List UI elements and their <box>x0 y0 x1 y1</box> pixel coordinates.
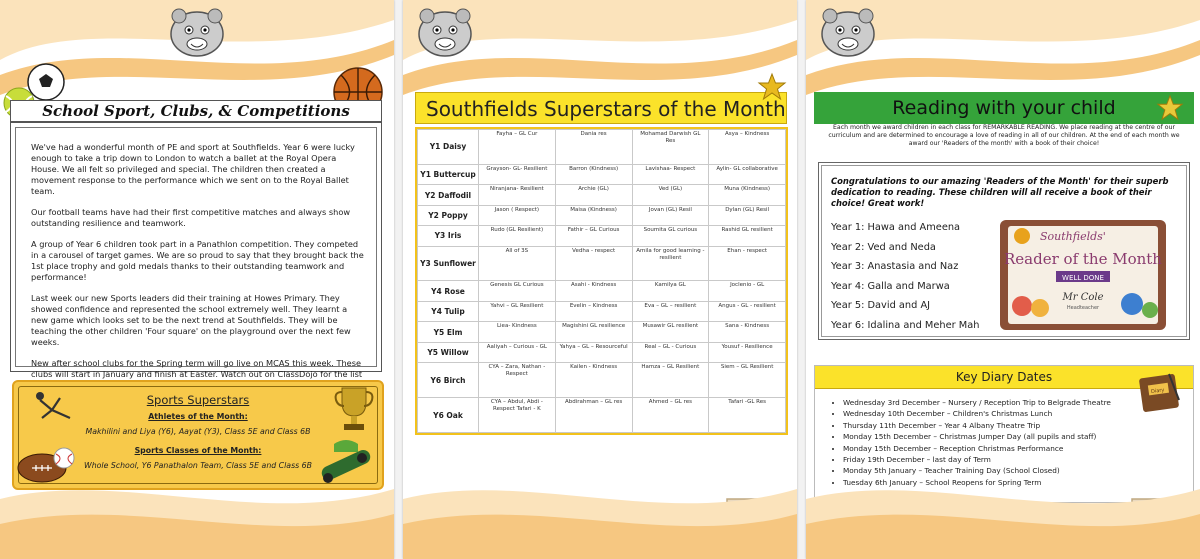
award-cell: Aaliyah – Curious - GL <box>479 342 556 362</box>
award-cell: CYA – Zara, Nathan - Respect <box>479 363 556 398</box>
class-name-cell: Y1 Buttercup <box>418 164 479 184</box>
athletes-heading: Athletes of the Month: <box>148 412 248 421</box>
class-name-cell: Y3 Sunflower <box>418 246 479 281</box>
award-cell: Liea- Kindness <box>479 322 556 342</box>
award-cell: Mohamad Darwish GL Res <box>632 130 709 165</box>
award-cell: Ehan - respect <box>709 246 786 281</box>
award-cell: All of 3S <box>479 246 556 281</box>
award-cell: Jason ( Respect) <box>479 205 556 225</box>
reader-entry: Year 1: Hawa and Ameena <box>831 222 961 233</box>
award-cell: Ved (GL) <box>632 185 709 205</box>
award-cell: Asya – Kindness <box>709 130 786 165</box>
reader-entry: Year 6: Idalina and Meher Mah <box>831 319 980 331</box>
award-cell: Ahmed – GL res <box>632 398 709 433</box>
tiger-mascot-icon <box>413 2 477 62</box>
tiger-mascot-icon <box>165 2 229 62</box>
award-cell: Hamza – GL Resilient <box>632 363 709 398</box>
award-cell: Rashid GL resilient <box>709 226 786 246</box>
tiger-mascot-icon <box>816 2 880 62</box>
award-cell: Barron (Kindness) <box>555 164 632 184</box>
award-cell: Musawir GL resilient <box>632 322 709 342</box>
class-name-cell: Y5 Willow <box>418 342 479 362</box>
classes-list: Whole School, Y6 Panathalon Team, Class 5E and Class 6B <box>84 461 312 470</box>
table-row <box>418 322 786 342</box>
award-cell: Angus - GL - resilient <box>709 301 786 321</box>
paragraph: Last week our new Sports leaders did their training at Howes Primary. They showed confidence and represented the school extremely well. They learnt a new game which looks set to be the next trend at Southfields. They will be teaching the other children 'Four square' on the playground over the next few weeks. <box>31 293 351 347</box>
diary-icon-label: Diary <box>1150 387 1165 396</box>
class-name-cell: Y2 Poppy <box>418 205 479 225</box>
paragraph: We've had a wonderful month of PE and sport at Southfields. Year 6 were lucky enough to take a trip down to London to watch a ballet at the Royal Opera House. We all felt so privileged and special. The children then created a movement response to the performance which we sent on to the Royal Ballet team. <box>31 142 355 196</box>
book-brand: Southfields' <box>1040 230 1106 243</box>
diary-date-item: • Wednesday 10th December – Children's Christmas Lunch <box>843 408 1193 419</box>
award-cell: Fathir – GL Curious <box>555 226 632 246</box>
diary-date-item: • Thursday 11th December – Year 4 Albany Theatre Trip <box>843 420 1193 431</box>
award-cell: Niranjana- Resilient <box>479 185 556 205</box>
congratulations-text: Congratulations to our amazing 'Readers of the Month' for their superb dedication to reading. These children will all receive a book of their choice! Great work! <box>831 176 1169 208</box>
book-heading: Reader of the Month <box>1004 250 1162 268</box>
class-name-cell: Y2 Daffodil <box>418 185 479 205</box>
award-cell: Siem – GL Resilient <box>709 363 786 398</box>
table-row <box>418 246 786 281</box>
diary-title: Key Diary Dates <box>815 366 1193 389</box>
award-cell: CYA – Abdul, Abdi - Respect Tafari - K <box>479 398 556 433</box>
page-title: Reading with your child <box>814 92 1194 124</box>
sport-article <box>10 122 382 379</box>
diary-date-item: • Wednesday 3rd December – Nursery / Reception Trip to Belgrade Theatre <box>843 397 1193 408</box>
page-title: Southfields Superstars of the Month <box>415 92 787 124</box>
newsletter-page-reading <box>806 0 1200 559</box>
class-name-cell: Y3 Iris <box>418 226 479 246</box>
award-cell: Abdirahman – GL res <box>555 398 632 433</box>
reader-of-month-book-image <box>992 216 1174 334</box>
newsletter-page-sport <box>0 0 394 559</box>
award-cell: Soumita GL curious <box>632 226 709 246</box>
award-cell: Kamilya GL <box>632 281 709 301</box>
table-row <box>418 342 786 362</box>
paragraph: Our football teams have had their first competitive matches and always show outstanding resilience and teamwork. <box>31 207 351 228</box>
classes-heading: Sports Classes of the Month: <box>134 446 262 455</box>
table-row <box>418 226 786 246</box>
award-cell: Tafari -GL Res <box>709 398 786 433</box>
class-name-cell: Y6 Birch <box>418 363 479 398</box>
award-cell: Asahi - Kindness <box>555 281 632 301</box>
class-name-cell: Y1 Daisy <box>418 130 479 165</box>
book-signature: Mr Cole <box>1062 292 1104 303</box>
award-cell: Jovan (GL) Resil <box>632 205 709 225</box>
class-name-cell: Y6 Oak <box>418 398 479 433</box>
award-cell: Yahya – GL – Resourceful <box>555 342 632 362</box>
diary-date-item: • Monday 15th December – Christmas Jumper Day (all pupils and staff) <box>843 431 1193 442</box>
star-icon <box>1156 94 1184 122</box>
star-icon <box>757 72 787 102</box>
award-cell: Vedha - respect <box>555 246 632 281</box>
award-cell: Amila for good learning - resilient <box>632 246 709 281</box>
paragraph: A group of Year 6 children took part in a Panathlon competition. They competed in a carousel of target games. We are so proud to say that they brought back the 1st place trophy and gold medals thanks to their outstanding teamwork and performance! <box>31 239 364 282</box>
reader-entry: Year 2: Ved and Neda <box>831 241 936 253</box>
award-cell: Yousuf - Resilience <box>709 342 786 362</box>
table-row <box>418 164 786 184</box>
award-cell: Muna (Kindness) <box>709 185 786 205</box>
award-cell: Yahvi – GL Resilient <box>479 301 556 321</box>
orange-swoosh-decoration <box>0 469 394 559</box>
newsletter-page-superstars <box>403 0 797 559</box>
award-cell: Magishini GL resilience <box>555 322 632 342</box>
trophy-icon <box>332 384 376 436</box>
table-row <box>418 185 786 205</box>
award-cell: Joclenio - GL <box>709 281 786 301</box>
award-cell: Archie (GL) <box>555 185 632 205</box>
book-sign-role: Headteacher <box>1066 305 1100 311</box>
orange-swoosh-decoration <box>806 469 1200 559</box>
table-row <box>418 130 786 165</box>
well-done-banner: WELL DONE <box>1062 274 1104 282</box>
readers-of-month-box <box>818 162 1190 340</box>
superstars-table <box>415 127 788 435</box>
diary-date-item: • Friday 19th December – last day of Term <box>843 454 1193 465</box>
orange-swoosh-decoration <box>403 469 797 559</box>
award-cell: Maisa (Kindness) <box>555 205 632 225</box>
readers-list <box>831 222 979 339</box>
award-cell: Rudo (GL Resilient) <box>479 226 556 246</box>
class-name-cell: Y4 Tulip <box>418 301 479 321</box>
table-row <box>418 205 786 225</box>
award-cell: Real – GL - Curious <box>632 342 709 362</box>
award-cell: Eva – GL – resilient <box>632 301 709 321</box>
gymnast-icon <box>30 388 78 422</box>
award-cell: Genesis GL Curious <box>479 281 556 301</box>
reader-entry: Year 3: Anastasia and Naz <box>831 261 959 272</box>
table-row <box>418 363 786 398</box>
award-cell: Dania res <box>555 130 632 165</box>
diary-date-item: • Monday 15th December – Reception Christmas Performance <box>843 443 1193 454</box>
table-row <box>418 281 786 301</box>
award-cell: Sana - Kindness <box>709 322 786 342</box>
superstars-title: Sports Superstars <box>146 393 250 407</box>
paragraph: New after school clubs for the Spring term will go live on MCAS this week. These clubs will start in January and finish at Easter. Watch out on ClassDojo for the list <box>31 358 363 379</box>
award-cell: Fayha – GL Cur <box>479 130 556 165</box>
reader-entry: Year 4: Galla and Marwa <box>831 280 950 292</box>
page-title: School Sport, Clubs, & Competitions <box>10 100 382 122</box>
award-cell: Grayson- GL- Resilient <box>479 164 556 184</box>
award-cell: Dylan (GL) Resil <box>709 205 786 225</box>
table-row <box>418 301 786 321</box>
award-cell: Aylin- GL collaborative <box>709 164 786 184</box>
award-cell: Kailen - Kindness <box>555 363 632 398</box>
class-name-cell: Y4 Rose <box>418 281 479 301</box>
table-row <box>418 398 786 433</box>
diary-date-item: • Monday 5th January – Teacher Training Day (School Closed) <box>843 465 1193 476</box>
diary-date-item: • Tuesday 6th January – School Reopens for Spring Term <box>843 477 1193 488</box>
award-cell: Lavishaa- Respect <box>632 164 709 184</box>
diary-book-icon <box>1135 372 1183 414</box>
award-cell: Evelin – Kindness <box>555 301 632 321</box>
reader-entry: Year 5: David and AJ <box>831 300 931 311</box>
athletes-list: Makhilini and Liya (Y6), Aayat (Y3), Class 5E and Class 6B <box>85 427 311 436</box>
class-name-cell: Y5 Elm <box>418 322 479 342</box>
reading-intro: Each month we award children in each class for REMARKABLE READING. We place reading at the centre of our curriculum and are determined to encourage a love of reading in all of our children. At the end of each month we award our 'Readers of the month' with a book of their choice! <box>828 124 1180 147</box>
